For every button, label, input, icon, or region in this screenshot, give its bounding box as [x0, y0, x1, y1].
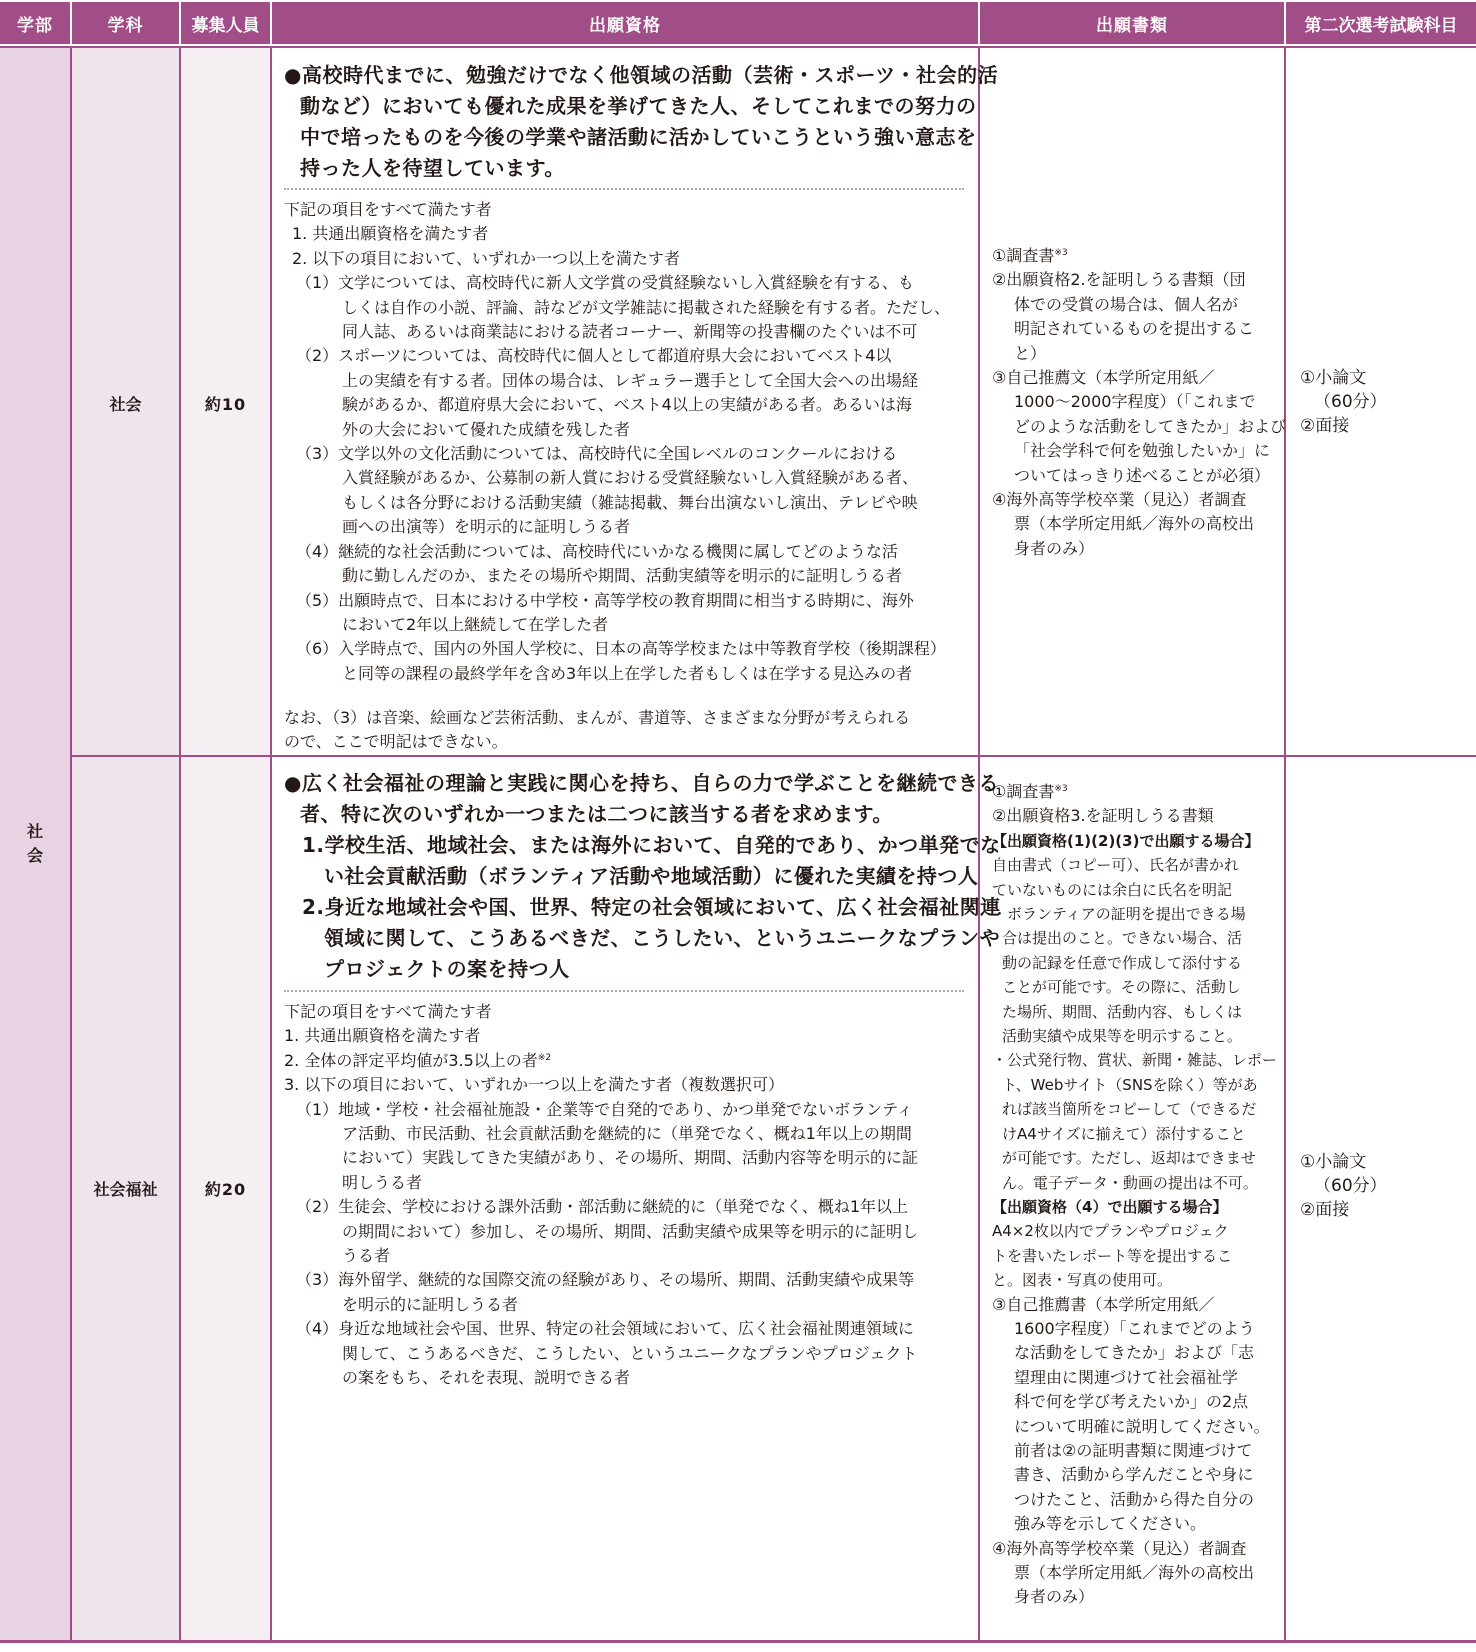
doc-line: ④海外高等学校卒業（見込）者調査	[992, 490, 1247, 510]
doc-line: について明確に説明してください。	[1014, 1416, 1270, 1436]
doc-line: な活動をしてきたか」および「志	[1014, 1343, 1255, 1363]
body-line: 験があるか、都道府県大会において、ベスト4以上の実績がある者。あるいは海	[342, 395, 912, 415]
documents-social	[992, 244, 1286, 561]
body-line: 1. 共通出願資格を満たす者	[284, 1026, 481, 1046]
body-line: と同等の課程の最終学年を含め3年以上在学した者もしくは在学する見込みの者	[342, 663, 913, 683]
doc-line: と）	[1014, 343, 1047, 363]
doc-line: 身者のみ）	[1014, 538, 1095, 558]
header-department: 学科	[72, 2, 179, 44]
body-line: 外の大会において優れた成績を残した者	[342, 419, 631, 439]
lead-line: い社会貢献活動（ボランティア活動や地域活動）に優れた実績を持つ人	[324, 864, 979, 888]
doc-line: ことが可能です。その際に、活動し	[1002, 978, 1241, 997]
body-line: 同人誌、あるいは商業誌における読者コーナー、新聞等の投書欄のたぐいは不可	[342, 322, 918, 342]
qualification-body-social	[284, 198, 950, 686]
lead-line: ●高校時代までに、勉強だけでなく他領域の活動（芸術・スポーツ・社会的活	[284, 63, 999, 87]
documents-social-welfare	[992, 780, 1277, 1610]
col-divider-1	[70, 46, 72, 1642]
lead-line: 1.学校生活、地域社会、または海外において、自発的であり、かつ単発でな	[302, 833, 1001, 857]
doc-line: ていないものには余白に氏名を明記	[992, 880, 1233, 899]
doc-line: 「社会学科で何を勉強したいか」に	[1014, 441, 1271, 461]
body-line: において）実践してきた実績があり、その場所、期間、活動内容等を明示的に証	[342, 1148, 919, 1168]
doc-line: 1000～2000字程度）（「これまで	[1014, 392, 1256, 412]
lead-line: 持った人を待望しています。	[300, 156, 565, 180]
doc-line: ・ボランティアの証明を提出できる場	[992, 905, 1246, 924]
doc-line: れば該当箇所をコピーして（できるだ	[1002, 1100, 1257, 1119]
lead-line: 者、特に次のいずれか一つまたは二つに該当する者を求めます。	[300, 802, 893, 826]
doc-line: A4×2枚以内でプランやプロジェク	[992, 1222, 1229, 1241]
body-line: 3. 以下の項目において、いずれか一つ以上を満たす者（複数選択可）	[284, 1075, 785, 1095]
lead-line: ●広く社会福祉の理論と実践に関心を持ち、自らの力で学ぶことを継続できる	[284, 771, 999, 795]
doc-line: 体での受賞の場合は、個人名が	[1014, 294, 1239, 314]
doc-line: 動の記録を任意で作成して添付する	[1002, 953, 1243, 972]
exam-line: （60分）	[1314, 1176, 1387, 1196]
faculty-name-line1: 社	[26, 822, 43, 841]
note-line: ので、ここで明記はできない。	[284, 732, 508, 752]
doc-line: ついてはっきり述べることが必須）	[1014, 465, 1271, 485]
doc-first-footnote: ※3	[1054, 784, 1068, 794]
lead-line: プロジェクトの案を持つ人	[324, 957, 570, 981]
body-line: 動に勤しんだのか、またその場所や期間、活動実績等を明示的に証明しうる者	[342, 566, 903, 586]
body-line	[284, 1049, 918, 1073]
doc-first-footnote: ※3	[1054, 248, 1068, 258]
note-line: なお、（3）は音楽、絵画など芸術活動、まんが、書道等、さまざまな分野が考えられる	[284, 708, 911, 727]
exam-line: ①小論文	[1300, 1152, 1367, 1172]
doc-line: ん。電子データ・動画の提出は不可。	[1002, 1173, 1258, 1192]
doc-line: 自由書式（コピー可）、氏名が書かれ	[992, 856, 1239, 875]
body-line: 入賞経験があるか、公募制の新人賞における受賞経験ないし入賞経験がある者、	[342, 468, 919, 488]
doc-line: 合は提出のこと。できない場合、活	[1002, 929, 1243, 948]
doc-line: ②出願資格3.を証明しうる書類	[992, 806, 1214, 826]
header-qualifications: 出願資格	[272, 2, 978, 44]
header-bottom-rule	[0, 46, 1476, 48]
body-line: の案をもち、それを表現、説明できる者	[342, 1368, 631, 1388]
gpa-footnote: ※2	[537, 1052, 552, 1063]
exam-line: （60分）	[1314, 392, 1387, 412]
header-faculty: 学部	[0, 2, 70, 44]
capacity-social: 約10	[204, 395, 247, 414]
doc-line: つけたこと、活動から得た自分の	[1014, 1489, 1255, 1509]
body-line: もしくは各分野における活動実績（雑誌掲載、舞台出演ないし演出、テレビや映	[342, 492, 918, 512]
table-bottom-rule	[0, 1640, 1476, 1643]
doc-line: ③自己推薦文（本学所定用紙／	[992, 368, 1215, 388]
lead-line: 領域に関して、こうあるべきだ、こうしたい、というユニークなプランや	[324, 926, 1001, 950]
body-line: （3）海外留学、継続的な国際交流の経験があり、その場所、期間、活動実績や成果等	[296, 1270, 915, 1290]
doc-line: が可能です。ただし、返却はできませ	[1002, 1149, 1256, 1168]
doc-line: た場所、期間、活動内容、もしくは	[1002, 1002, 1243, 1021]
body-line: うる者	[342, 1246, 391, 1266]
body-line: において2年以上継続して在学した者	[342, 614, 609, 634]
body-line: （3）文学以外の文化活動については、高校時代に全国レベルのコンクールにおける	[296, 444, 898, 464]
gpa-requirement: 2. 全体の評定平均値が3.5以上の者	[284, 1050, 538, 1070]
body-line: （6）入学時点で、国内の外国人学校に、日本の高等学校または中等教育学校（後期課程）	[296, 639, 946, 659]
doc-line	[992, 244, 1286, 268]
qualification-lead-social	[284, 60, 998, 184]
body-line: ア活動、市民活動、社会貢献活動を継続的に（単発でなく、概ね1年以上の期間	[342, 1124, 912, 1144]
body-line: 関して、こうあるべきだ、こうしたい、というユニークなプランやプロジェクト	[342, 1343, 918, 1363]
doc-line: ②出願資格2.を証明しうる書類（団	[992, 270, 1246, 290]
doc-line: 【出願資格（4）で出願する場合】	[992, 1197, 1228, 1216]
body-line: 下記の項目をすべて満たす者	[284, 1002, 492, 1021]
col-divider-3	[270, 46, 272, 1642]
header-documents: 出願書類	[980, 2, 1284, 44]
doc-first: ①調査書	[992, 246, 1055, 265]
row-divider	[71, 755, 1476, 757]
body-line: しくは自作の小説、評論、詩などが文学雑誌に掲載された経験を有する者。ただし、	[342, 297, 951, 317]
doc-line: ③自己推薦書（本学所定用紙／	[992, 1294, 1215, 1314]
dotted-divider	[284, 990, 964, 992]
doc-first: ①調査書	[992, 782, 1055, 801]
body-line: を明示的に証明しうる者	[342, 1294, 519, 1314]
doc-line: 科で何を学び考えたいか」の2点	[1014, 1392, 1249, 1412]
doc-line: 明記されているものを提出するこ	[1014, 319, 1255, 339]
department-column-bg	[71, 48, 179, 1640]
doc-line: 身者のみ）	[1014, 1587, 1095, 1607]
doc-line: 票（本学所定用紙／海外の高校出	[1014, 514, 1255, 534]
doc-line: 【出願資格(1)(2)(3)で出願する場合】	[992, 831, 1260, 850]
header-capacity: 募集人員	[181, 2, 270, 44]
faculty-name-line2: 会	[26, 846, 43, 865]
doc-line: どのような活動をしてきたか」および	[1014, 416, 1287, 436]
body-line: 上の実績を有する者。団体の場合は、レギュラー選手として全国大会への出場経	[342, 370, 919, 390]
col-divider-2	[179, 46, 181, 1642]
qualification-note-social	[284, 706, 910, 755]
body-line: 2. 以下の項目において、いずれか一つ以上を満たす者	[292, 248, 681, 268]
qualification-lead-social-welfare	[284, 768, 1001, 985]
doc-line: トを書いたレポート等を提出するこ	[992, 1246, 1233, 1265]
exam-line: ②面接	[1300, 1200, 1350, 1220]
header-exam: 第二次選考試験科目	[1286, 2, 1476, 44]
body-line: （1）地域・学校・社会福祉施設・企業等で自発的であり、かつ単発でないボランティ	[296, 1099, 913, 1119]
doc-line: 1600字程度）「これまでどのよう	[1014, 1318, 1255, 1338]
doc-line: 前者は②の証明書類に関連づけて	[1014, 1440, 1253, 1460]
doc-line: 強み等を示してください。	[1014, 1514, 1207, 1534]
capacity-social-welfare: 約20	[204, 1180, 247, 1199]
doc-line: ④海外高等学校卒業（見込）者調査	[992, 1538, 1247, 1558]
doc-line: 票（本学所定用紙／海外の高校出	[1014, 1563, 1255, 1582]
body-line: 明しうる者	[342, 1172, 423, 1192]
doc-line: 望理由に関連づけて社会福祉学	[1014, 1367, 1239, 1387]
body-line: （5）出願時点で、日本における中学校・高等学校の教育期間に相当する時期に、海外	[296, 590, 914, 610]
dotted-divider	[284, 188, 964, 190]
exam-line: ①小論文	[1300, 368, 1367, 388]
doc-line: 書き、活動から学んだことや身に	[1014, 1465, 1254, 1485]
exam-social-welfare	[1300, 1150, 1387, 1222]
body-line: 1. 共通出願資格を満たす者	[292, 224, 489, 244]
doc-line: ト、Webサイト（SNSを除く）等があ	[1002, 1075, 1258, 1094]
doc-line: ・公式発行物、賞状、新聞・雑誌、レポー	[992, 1051, 1278, 1070]
lead-line: 中で培ったものを今後の学業や諸活動に活かしていこうという強い意志を	[300, 125, 977, 149]
body-line: （2）スポーツについては、高校時代に個人として都道府県大会においてベスト4以	[296, 346, 892, 366]
doc-line: と。図表・写真の使用可。	[992, 1271, 1173, 1290]
body-line: （4）身近な地域社会や国、世界、特定の社会領域において、広く社会福祉関連領域に	[296, 1319, 914, 1339]
exam-line: ②面接	[1300, 416, 1350, 436]
department-social: 社会	[109, 395, 142, 414]
department-social-welfare: 社会福祉	[93, 1180, 158, 1199]
body-line: （2）生徒会、学校における課外活動・部活動に継続的に（単発でなく、概ね1年以上	[296, 1197, 909, 1217]
exam-social	[1300, 366, 1387, 438]
capacity-column-bg	[180, 48, 270, 1640]
doc-line: 活動実績や成果等を明示すること。	[1002, 1027, 1243, 1046]
lead-line: 2.身近な地域社会や国、世界、特定の社会領域において、広く社会福祉関連	[302, 895, 1001, 919]
body-line: 画への出演等）を明示的に証明しうる者	[342, 517, 631, 537]
body-line: 下記の項目をすべて満たす者	[284, 200, 492, 219]
body-line: （4）継続的な社会活動については、高校時代にいかなる機関に属してどのような活	[296, 541, 898, 561]
qualification-body-social-welfare	[284, 1000, 918, 1391]
doc-line: けA4サイズに揃えて）添付すること	[1002, 1124, 1246, 1143]
lead-line: 動など）においても優れた成果を挙げてきた人、そしてこれまでの努力の	[300, 94, 977, 118]
body-line: の期間において）参加し、その場所、期間、活動実績や成果等を明示的に証明し	[342, 1221, 919, 1241]
faculty-name	[0, 820, 70, 868]
doc-line	[992, 780, 1277, 804]
body-line: （1）文学については、高校時代に新人文学賞の受賞経験ないし入賞経験を有する、も	[296, 273, 914, 293]
